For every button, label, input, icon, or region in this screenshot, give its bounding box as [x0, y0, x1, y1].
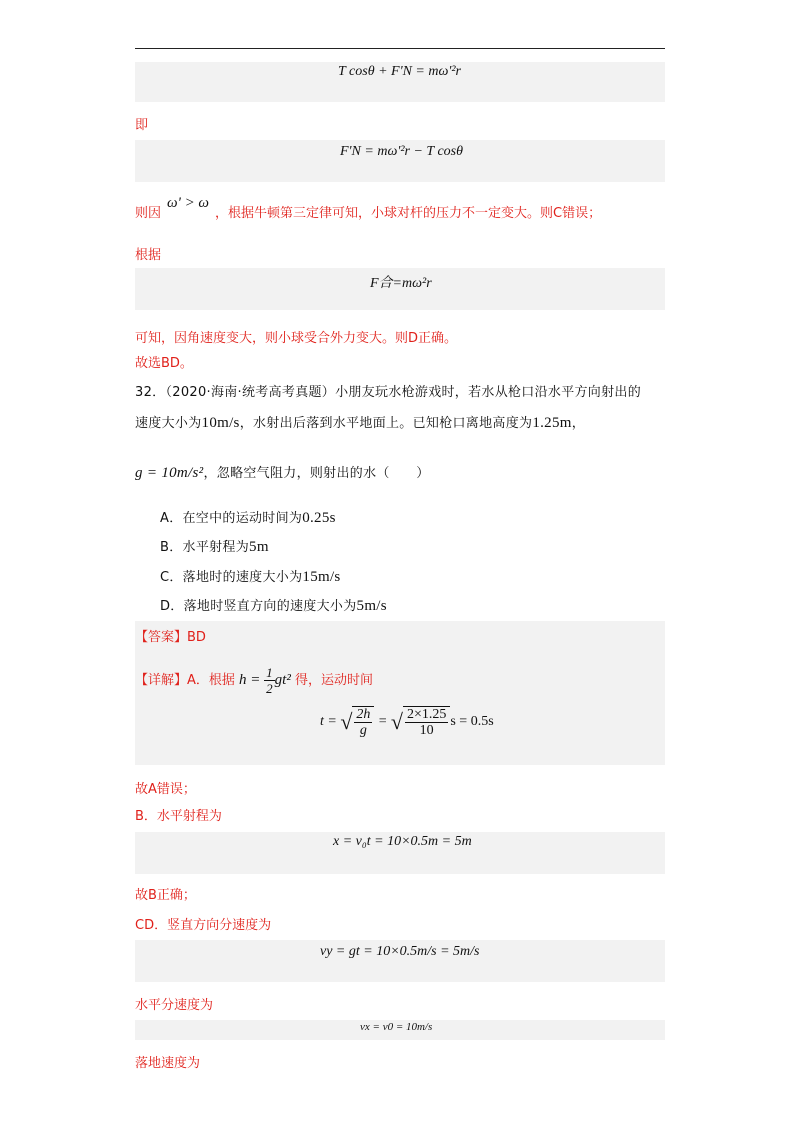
text-a-wrong: 故A错误； — [135, 782, 196, 797]
text-choose-bd: 故选BD。 — [135, 356, 193, 371]
inline-math-omega: ω' > ω — [167, 195, 210, 211]
text-horizontal: 水平分速度为 — [135, 998, 214, 1013]
equation-tension-force: T cosθ + F'N = mω'²r — [338, 64, 461, 79]
text-landing-speed: 落地速度为 — [135, 1056, 201, 1071]
text-b-correct: 故B正确； — [135, 888, 196, 903]
question-32-line2: 速度大小为10m/s，水射出后落到水平地面上。已知枪口离地高度为1.25m， — [135, 415, 586, 431]
equation-time: t = √ $\frac{2h}{g}$ = √ $\frac{2\times 1.25}{10}$ s = 0.5s — [320, 707, 494, 738]
text-line-c-wrong: 则因ω' > ω，根据牛顿第三定律可知，小球对杆的压力不一定变大。则C错误； — [135, 195, 602, 221]
text-line-d-correct: 可知，因角速度变大，则小球受合外力变大。则D正确。 — [135, 331, 458, 346]
text-b-range: B．水平射程为 — [135, 809, 222, 824]
text-cd-vertical: CD．竖直方向分速度为 — [135, 918, 272, 933]
equation-vertical-velocity: vy = gt = 10×0.5m/s = 5m/s — [320, 944, 480, 959]
option-b: B．水平射程为5m — [160, 539, 269, 555]
option-c: C．落地时的速度大小为15m/s — [160, 569, 341, 585]
equation-range: x = v₀t = 10×0.5m = 5m — [333, 834, 472, 849]
text-ji: 即 — [135, 118, 149, 133]
text-genju: 根据 — [135, 248, 162, 263]
option-a: A．在空中的运动时间为0.25s — [160, 510, 336, 526]
question-32-line3: g = 10m/s²，忽略空气阻力，则射出的水（ ） — [135, 465, 430, 481]
equation-net-force: F合=mω²r — [370, 276, 432, 291]
equation-normal-force: F'N = mω'²r − T cosθ — [340, 144, 463, 159]
detail-a-line: 【详解】A．根据 h = $\frac{1}{2}$ gt² 得，运动时间 — [135, 665, 373, 696]
question-32-line1: 32．（2020·海南·统考高考真题）小朋友玩水枪游戏时，若水从枪口沿水平方向射出的 — [135, 385, 641, 400]
header-rule — [135, 48, 665, 49]
inline-formula-h: h = $\frac{1}{2}$ gt² — [239, 665, 291, 696]
option-d: D．落地时竖直方向的速度大小为5m/s — [160, 598, 387, 614]
equation-horizontal-velocity: vx = v0 = 10m/s — [360, 1021, 433, 1033]
answer-label: 【答案】BD — [135, 630, 206, 645]
